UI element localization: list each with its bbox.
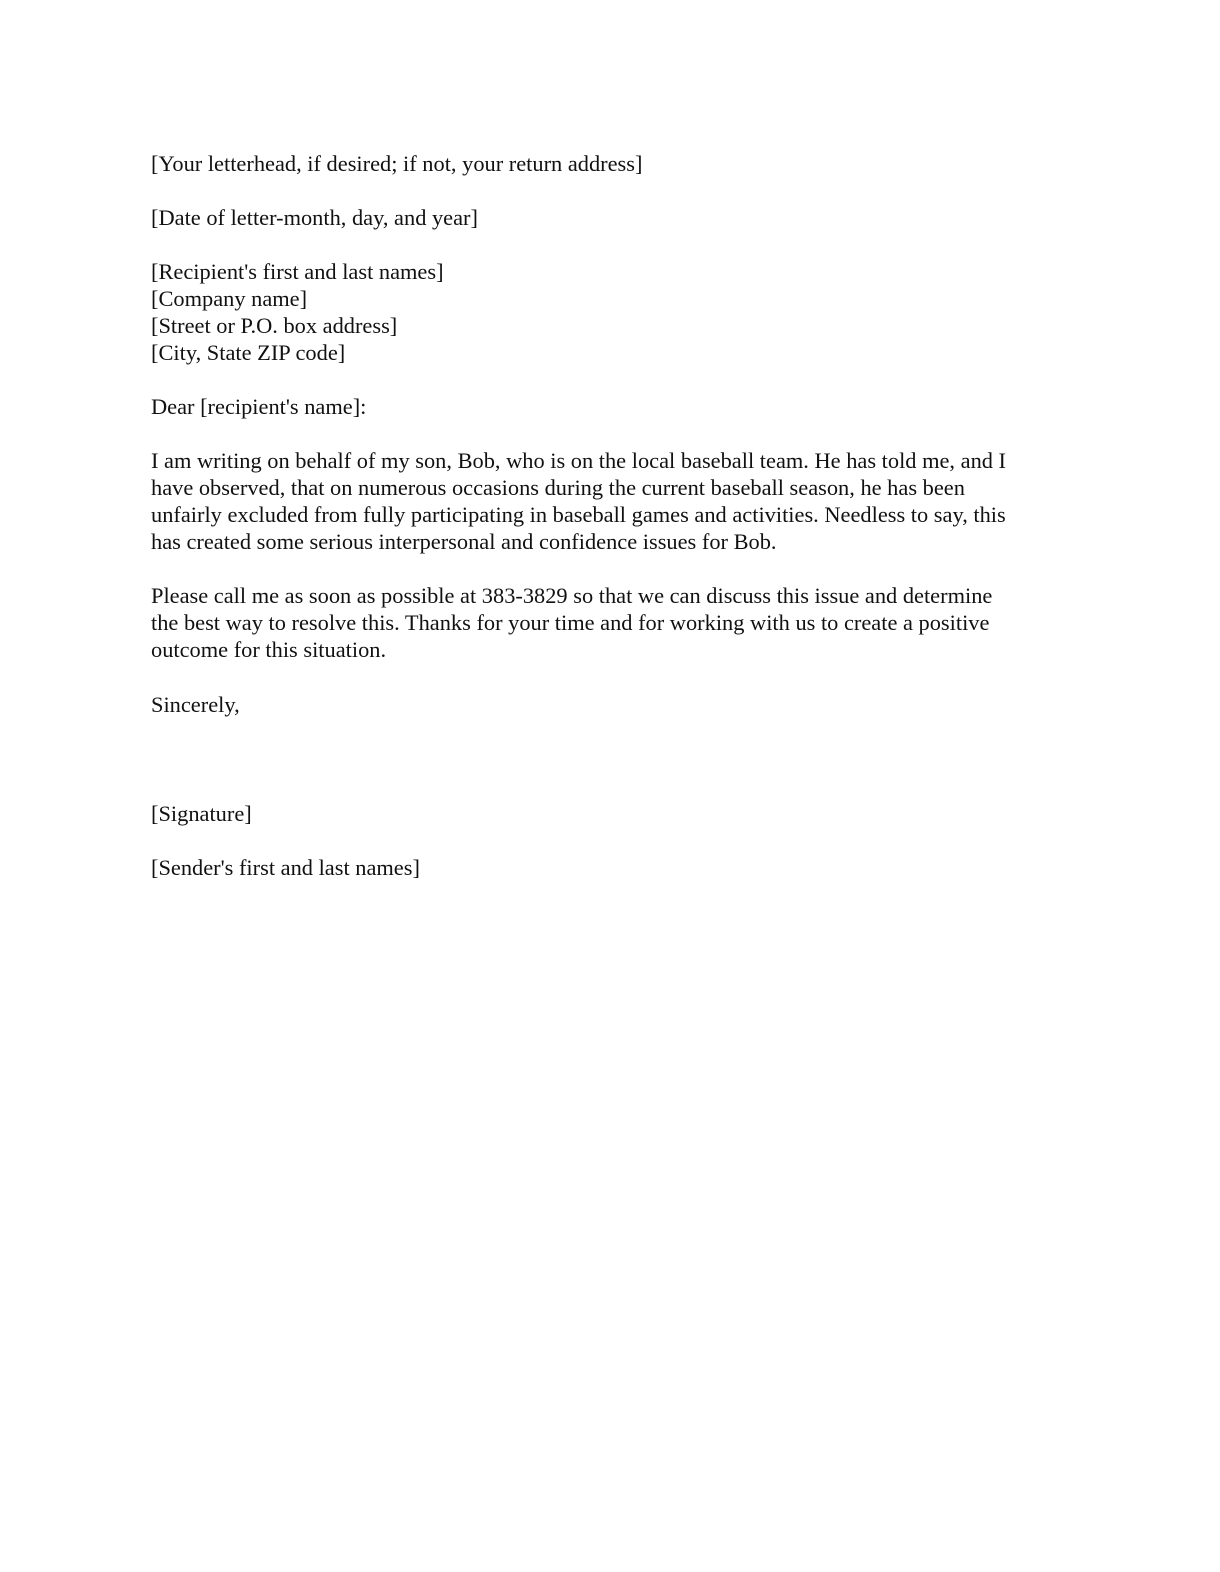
closing: [151, 691, 240, 718]
body-paragraph-2: [151, 582, 992, 663]
body-paragraph-1: [151, 447, 1006, 555]
signature-text: [Signature]: [151, 801, 252, 826]
recipient-street: [Street or P.O. box address]: [151, 313, 398, 338]
paragraph-line: unfairly excluded from fully participating in baseball games and activities. Needless to say, this: [151, 502, 1006, 527]
salutation-text: Dear [recipient's name]:: [151, 394, 367, 419]
letterhead-text: [Your letterhead, if desired; if not, your return address]: [151, 151, 643, 176]
recipient-name: [Recipient's first and last names]: [151, 259, 444, 284]
paragraph-line: has created some serious interpersonal and confidence issues for Bob.: [151, 529, 777, 554]
date-text: [Date of letter-month, day, and year]: [151, 205, 478, 230]
closing-text: Sincerely,: [151, 692, 240, 717]
signature: [151, 800, 252, 827]
sender-name-text: [Sender's first and last names]: [151, 855, 420, 880]
letterhead: [151, 150, 642, 177]
sender-name: [151, 854, 420, 881]
paragraph-line: Please call me as soon as possible at 383-3829 so that we can discuss this issue and determine: [151, 583, 993, 608]
recipient-company: [Company name]: [151, 286, 308, 311]
recipient-address: [151, 258, 444, 366]
paragraph-line: have observed, that on numerous occasions during the current baseball season, he has been: [151, 475, 965, 500]
salutation: [151, 393, 366, 420]
paragraph-line: outcome for this situation.: [151, 637, 387, 662]
letter-date: [151, 204, 478, 231]
recipient-city: [City, State ZIP code]: [151, 340, 346, 365]
paragraph-line: I am writing on behalf of my son, Bob, who is on the local baseball team. He has told me, and I: [151, 448, 1007, 473]
paragraph-line: the best way to resolve this. Thanks for your time and for working with us to create a positive: [151, 610, 990, 635]
